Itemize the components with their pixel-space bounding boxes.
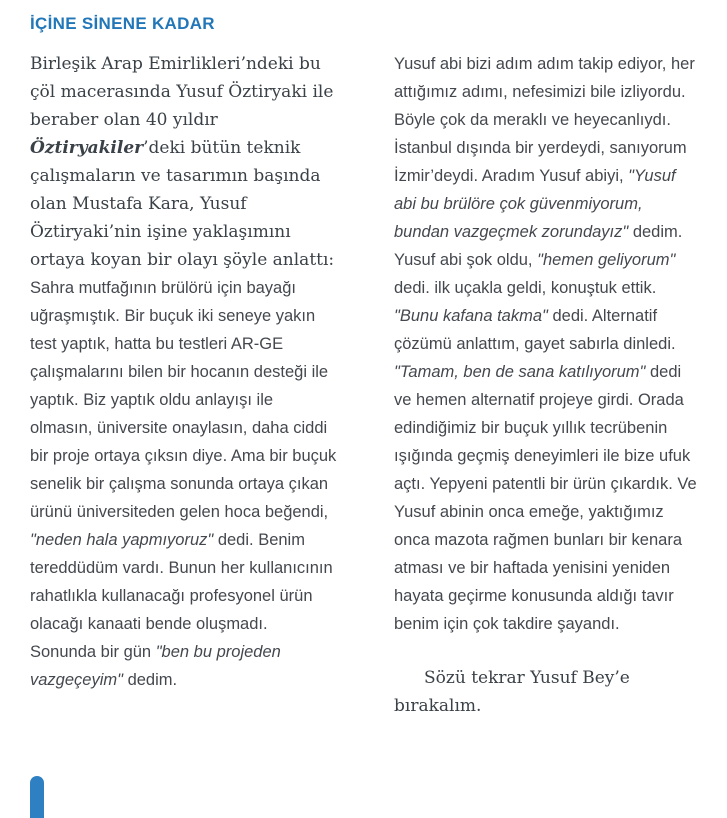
story-paragraph-left — [30, 274, 338, 694]
text-run: dedim. — [122, 671, 178, 689]
text-run-bold-italic: Öztiryakiler — [30, 138, 144, 158]
quote-run: "hemen geliyorum" — [537, 251, 676, 269]
text-run: dedim. Yusuf abi şok oldu, — [394, 223, 683, 269]
text-run: ’deki bütün teknik çalışmaların ve tasarımın başında olan Mustafa Kara, Yusuf Öztiryaki’nin işine yaklaşımını ortaya koyan bir olayı şöyle anlattı: — [30, 138, 335, 270]
quote-run: "Yusuf abi bu brülöre çok güvenmiyorum, bundan vazgeçmek zorundayız" — [394, 167, 676, 241]
text-run: dedi. Alternatif çözümü anlattım, gayet sabırla dinledi. — [394, 307, 676, 353]
story-paragraph-right — [394, 50, 702, 638]
section-heading: İÇİNE SİNENE KADAR — [30, 14, 215, 33]
text-run: Sahra mutfağının brülörü için bayağı uğraşmıştık. Bir buçuk iki seneye yakın test yaptık, hatta bu testleri AR-GE çalışmalarını bilen bir hocanın desteği ile yaptık. Biz yaptık oldu anlayışı ile olmasın, üniversite onaylasın, daha ciddi bir proje ortaya çıksın diye. Ama bir buçuk senelik bir çalışma sonunda ortaya çıkan ürünü üniversiteden gelen hoca beğendi, — [30, 279, 337, 521]
quote-run: "Bunu kafana takma" — [394, 307, 548, 325]
page-corner-tab — [30, 776, 44, 818]
text-run: Yusuf abi bizi adım adım takip ediyor, her attığımız adımı, nefesimizi bile izliyordu. Böyle çok da meraklı ve heyecanlıydı. İstanbul dışında bir yerdeydi, sanıyorum İzmir’deydi. Aradım Yusuf abiyi, — [394, 55, 695, 185]
left-column — [30, 14, 338, 720]
quote-run: "ben bu projeden vazgeçeyim" — [30, 643, 281, 689]
right-column — [394, 14, 702, 720]
quote-run: "Tamam, ben de sana katılıyorum" — [394, 363, 646, 381]
closing-paragraph: Sözü tekrar Yusuf Bey’e bırakalım. — [394, 668, 630, 716]
intro-paragraph — [30, 50, 338, 274]
quote-run: "neden hala yapmıyoruz" — [30, 531, 214, 549]
text-run: Birleşik Arap Emirlikleri’ndeki bu çöl macerasında Yusuf Öztiryaki ile beraber olan 40 yıldır — [30, 54, 334, 130]
text-run: dedi. ilk uçakla geldi, konuştuk ettik. — [394, 279, 657, 297]
text-run: dedi. Benim tereddüdüm vardı. Bunun her kullanıcının rahatlıkla kullanacağı profesyonel ürün olacağı kanaati bende oluşmadı. Sonunda bir gün — [30, 531, 333, 661]
text-run: dedi ve hemen alternatif projeye girdi. Orada edindiğimiz bir buçuk yıllık tecrübenin ışığında geçmiş deneyimleri ile bize ufuk açtı. Yepyeni patentli bir ürün çıkardık. Ve Yusuf abinin onca emeğe, yaktığımız onca mazota rağmen bunları bir kenara atması ve bir haftada yenisini yeniden hayata geçirme konusunda aldığı tavır benim için çok takdire şayandı. — [394, 363, 697, 633]
